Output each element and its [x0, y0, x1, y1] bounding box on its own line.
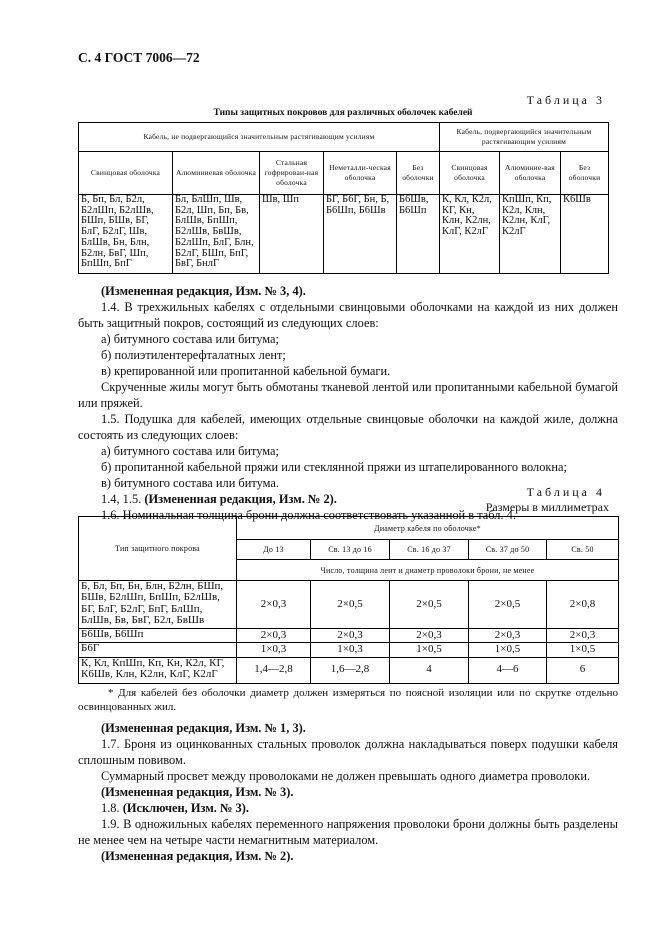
table4-cell: 2×0,3 [390, 629, 469, 643]
table4-cell: 2×0,5 [390, 581, 469, 629]
table4-label: Таблица 4 [526, 485, 605, 499]
list-item: б) пропитанной кабельной пряжи или стеклянной пряжи из штапелированного волокна; [101, 460, 567, 474]
clause-1-4: 1.4. В трехжильных кабелях с отдельными свинцовыми оболочками на каждой из них должен быть защитный покров, состоящий из следующих слоев: [78, 300, 618, 330]
table4-col-type: Тип защитного покрова [79, 517, 237, 581]
table4-range: Св. 50 [547, 540, 619, 560]
table3-cell: Б6Шв, Б6Шп [397, 195, 440, 274]
table4-footnote: * Для кабелей без оболочки диаметр должен измеряться по поясной изоляции или по скрутке отдельно освинцованных жил. [78, 687, 618, 713]
table4-cell: 2×0,3 [237, 629, 311, 643]
table4-cell: 1,6—2,8 [311, 657, 390, 683]
table3-group-not-stretched: Кабель, не подвергающийся значительным растягивающим усилиям [79, 123, 440, 152]
table4-cell: 1×0,5 [547, 643, 619, 657]
table3-col-header: Свинцовая оболочка [79, 152, 173, 195]
section-text-2 [78, 720, 618, 864]
table4-row-name: К, Кл, КпШп, Кп, Кн, К2л, КГ, К6Шв, Клн, К2лн, КлГ, К2лГ [79, 657, 237, 683]
amendment-note: (Измененная редакция, Изм. № 3). [101, 785, 294, 799]
table3-col-header: Алюминиевая оболочка [173, 152, 260, 195]
clause-ref: 1.8. [101, 801, 120, 815]
table3-label: Таблица 3 [526, 93, 605, 107]
amendment-note: (Измененная редакция, Изм. № 2). [101, 849, 294, 863]
table4-cell: 1×0,3 [311, 643, 390, 657]
table3-cell: К6Шв [561, 195, 609, 274]
table3 [78, 122, 609, 274]
clause-1-9: 1.9. В одножильных кабелях переменного напряжения проволоки брони должны быть разделены не менее чем на четыре части немагнитным материалом. [78, 817, 618, 847]
table4-row-name: Б6Шв, Б6Шп [79, 629, 237, 643]
table4-row-name: Б, Бл, Бп, Бн, Блн, Б2лн, БШп, БШв, Б2лШп, БпШп, Б2лШв, БГ, БлГ, Б2лГ, БпГ, БлШп, БлШв, Бв, БвГ, Б2л, БвШв [79, 581, 237, 629]
table4-cell: 1,4—2,8 [237, 657, 311, 683]
table4-cell: 4 [390, 657, 469, 683]
table4-cell: 2×0,5 [469, 581, 547, 629]
clause-1-5: 1.5. Подушка для кабелей, имеющих отдельные свинцовые оболочки на каждой жиле, должна состоять из следующих слоев: [78, 412, 618, 442]
table3-caption: Типы защитных покровов для различных оболочек кабелей [213, 108, 473, 118]
table3-col-header: Без оболочки [561, 152, 609, 195]
clause-1-6: 1.6. Номинальная толщина брони должна соответствовать указанной в табл. 4. [101, 508, 516, 522]
table4-cell: 2×0,3 [237, 581, 311, 629]
table4-cell: 2×0,3 [469, 629, 547, 643]
table3-col-header: Алюминие-вая оболочка [500, 152, 561, 195]
table3-cell: Бл, БлШп, Шв, Б2л, Шп, Бп, Бв, БлШв, БпШп, Б2лШв, БвШв, Б2лШп, БлГ, Блн, Б2лГ, БШп, БпГ, БвГ, БнлГ [173, 195, 260, 274]
amendment-note: (Измененная редакция, Изм. № 3, 4). [101, 284, 306, 298]
list-item: в) крепированной или пропитанной кабельной бумаги. [101, 364, 391, 378]
table4 [78, 516, 619, 684]
paragraph: Суммарный просвет между проволоками не должен превышать одного диаметра проволоки. [101, 769, 591, 783]
table4-unit: Размеры в миллиметрах [485, 500, 609, 514]
table4-range: Св. 16 до 37 [390, 540, 469, 560]
table4-range: Св. 13 до 16 [311, 540, 390, 560]
table3-group-stretched: Кабель, подвергающийся значительным растягивающим усилиям [440, 123, 609, 152]
table4-cell: 2×0,3 [547, 629, 619, 643]
table4-cell: 1×0,5 [469, 643, 547, 657]
table4-cell: 2×0,8 [547, 581, 619, 629]
page-header: С. 4 ГОСТ 7006—72 [78, 50, 200, 65]
amendment-note: (Измененная редакция, Изм. № 1, 3). [101, 721, 306, 735]
list-item: в) битумного состава или битума. [101, 476, 279, 490]
table4-col-diameter: Диаметр кабеля по оболочке* [237, 517, 619, 540]
amendment-ref: (Измененная редакция, Изм. № 2). [144, 492, 337, 506]
list-item: б) полиэтилентерефталатных лент; [101, 348, 286, 362]
table4-cell: 4—6 [469, 657, 547, 683]
clause-1-8 [78, 800, 618, 816]
table3-col-header: Без оболочки [397, 152, 440, 195]
table4-cell: 1×0,3 [237, 643, 311, 657]
table3-cell: КпШп, Кп, К2л, Клн, К2лн, КлГ, К2лГ [500, 195, 561, 274]
list-item: а) битумного состава или битума; [101, 444, 279, 458]
table4-cell: 1×0,5 [390, 643, 469, 657]
table4-range: До 13 [237, 540, 311, 560]
table3-cell: БГ, Б6Г, Бн, Б, Б6Шп, Б6Шв [324, 195, 397, 274]
table4-row-name: Б6Г [79, 643, 237, 657]
table4-range: Св. 37 до 50 [469, 540, 547, 560]
table3-col-header: Свинцовая оболочка [440, 152, 500, 195]
table4-cell: 6 [547, 657, 619, 683]
table3-col-header: Неметалли-ческая оболочка [324, 152, 397, 195]
table3-col-header: Стальная гофрирован-ная оболочка [260, 152, 324, 195]
table3-cell: Б, Бп, Бл, Б2л, Б2лШп, Б2лШв, БШп, БШв, БГ, БлГ, Б2лГ, Шв, БлШв, Бн, Блн, Б2лн, БвГ, Шп, БпШп, БпГ [79, 195, 173, 274]
clause-1-7: 1.7. Броня из оцинкованных стальных проволок должна накладываться поверх подушки кабеля сплошным повивом. [78, 737, 618, 767]
amendment-ref: (Исключен, Изм. № 3). [122, 801, 249, 815]
clause-ref: 1.4, 1.5. [101, 492, 142, 506]
table4-subhead: Число, толщина лент и диаметр проволоки брони, не менее [237, 560, 619, 581]
list-item: а) битумного состава или битума; [101, 332, 279, 346]
table4-cell: 2×0,3 [311, 629, 390, 643]
paragraph: Скрученные жилы могут быть обмотаны тканевой лентой или пропитанными кабельной бумагой или пряжей. [78, 380, 618, 410]
table4-cell: 2×0,5 [311, 581, 390, 629]
table3-cell: Шв, Шп [260, 195, 324, 274]
table3-cell: К, Кл, К2л, КГ, Кн, Клн, К2лн, КлГ, К2лГ [440, 195, 500, 274]
